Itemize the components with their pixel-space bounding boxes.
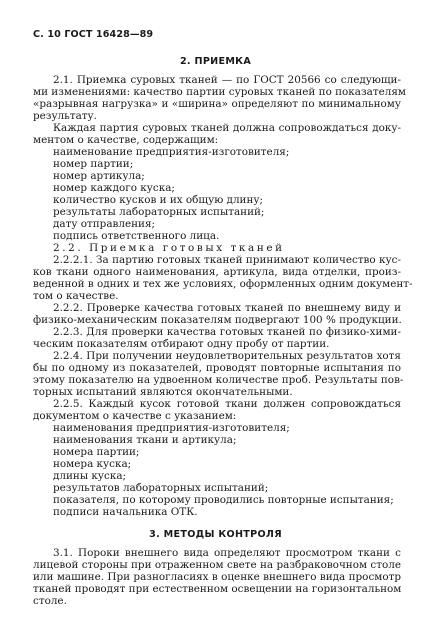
text-line: ментом о качестве, содержащим: (33, 134, 219, 146)
text-line: результатов лабораторных испытаний; (53, 482, 269, 494)
text-line: подписи начальника ОТК. (53, 506, 198, 518)
text-line: 2.2.2. Проверке качества готовых тканей по внешнему виду и (53, 302, 401, 314)
text-line: столе. (33, 595, 67, 607)
text-line: наименование предприятия-изготовителя; (53, 146, 290, 158)
text-line: ков ткани одного наименования, артикула, вида отделки, произ- (33, 266, 401, 278)
text-line: дату отправления; (53, 218, 156, 230)
text-line: ми изменениями: качество партии суровых тканей по показателям (33, 86, 406, 98)
text-line: наименования ткани и артикула; (53, 434, 237, 446)
text-line: 2.2.5. Каждый кусок готовой ткани должен сопровождаться (53, 398, 401, 410)
subsection-title: 2.2. Приемка готовых тканей (53, 242, 285, 254)
text-line: этому показателю на удвоенном количестве проб. Результаты пов- (33, 374, 404, 386)
text-line: номера куска; (53, 458, 132, 470)
text-line: 2.2.4. При получении неудовлетворительных результатов хотя (53, 350, 401, 362)
text-line: бы по одному из показателей, проводят повторные испытания по (33, 362, 401, 374)
text-line: номер артикула; (53, 170, 145, 182)
text-line: номера партии; (53, 446, 140, 458)
text-line: наименования предприятия-изготовителя; (53, 422, 290, 434)
text-line: документом о качестве с указанием: (33, 410, 237, 422)
text-line: длины куска; (53, 470, 127, 482)
page-header: С. 10 ГОСТ 16428—89 (33, 29, 154, 40)
text-line: том о качестве. (33, 290, 119, 302)
text-line: тканей проводят при естественном освещении на горизонтальном (33, 583, 402, 595)
text-line: 2.1. Приемка суровых тканей — по ГОСТ 20566 со следующи- (53, 74, 401, 86)
text-line: или машине. При разногласиях в оценке внешнего вида просмотр (33, 571, 401, 583)
section-3-title: 3. МЕТОДЫ КОНТРОЛЯ (149, 529, 282, 540)
text-line: торных испытаний являются окончательными. (33, 386, 293, 398)
text-line: «разрывная нагрузка» и «ширина» определяют по минимальному (33, 98, 401, 110)
text-line: веденной в одних и тех же условиях, оформленных одним документ- (33, 278, 413, 290)
text-line: показателя, по которому проводились повторные испытания; (53, 494, 394, 506)
text-line: лицевой стороны при отраженном свете на разбраковочном столе (33, 559, 401, 571)
text-line: номер каждого куска; (53, 182, 175, 194)
section-2-title: 2. ПРИЕМКА (179, 56, 252, 67)
text-line: подпись ответственного лица. (53, 230, 220, 242)
text-line: количество кусков и их общую длину; (53, 194, 264, 206)
text-line: физико-механическим показателям подвергают 100 % продукции. (33, 314, 402, 326)
text-line: Каждая партия суровых тканей должна сопровождаться доку- (53, 122, 401, 134)
text-line: результаты лабораторных испытаний; (53, 206, 265, 218)
text-line: 3.1. Пороки внешнего вида определяют просмотром ткани с (53, 547, 401, 559)
text-line: 2.2.3. Для проверки качества готовых тканей по физико-хими- (53, 326, 401, 338)
text-line: ческим показателям отбирают одну пробу от партии. (33, 338, 330, 350)
text-line: номер партии; (53, 158, 134, 170)
text-line: результату. (33, 110, 97, 122)
text-line: 2.2.2.1. За партию готовых тканей принимают количество кус- (53, 254, 401, 266)
